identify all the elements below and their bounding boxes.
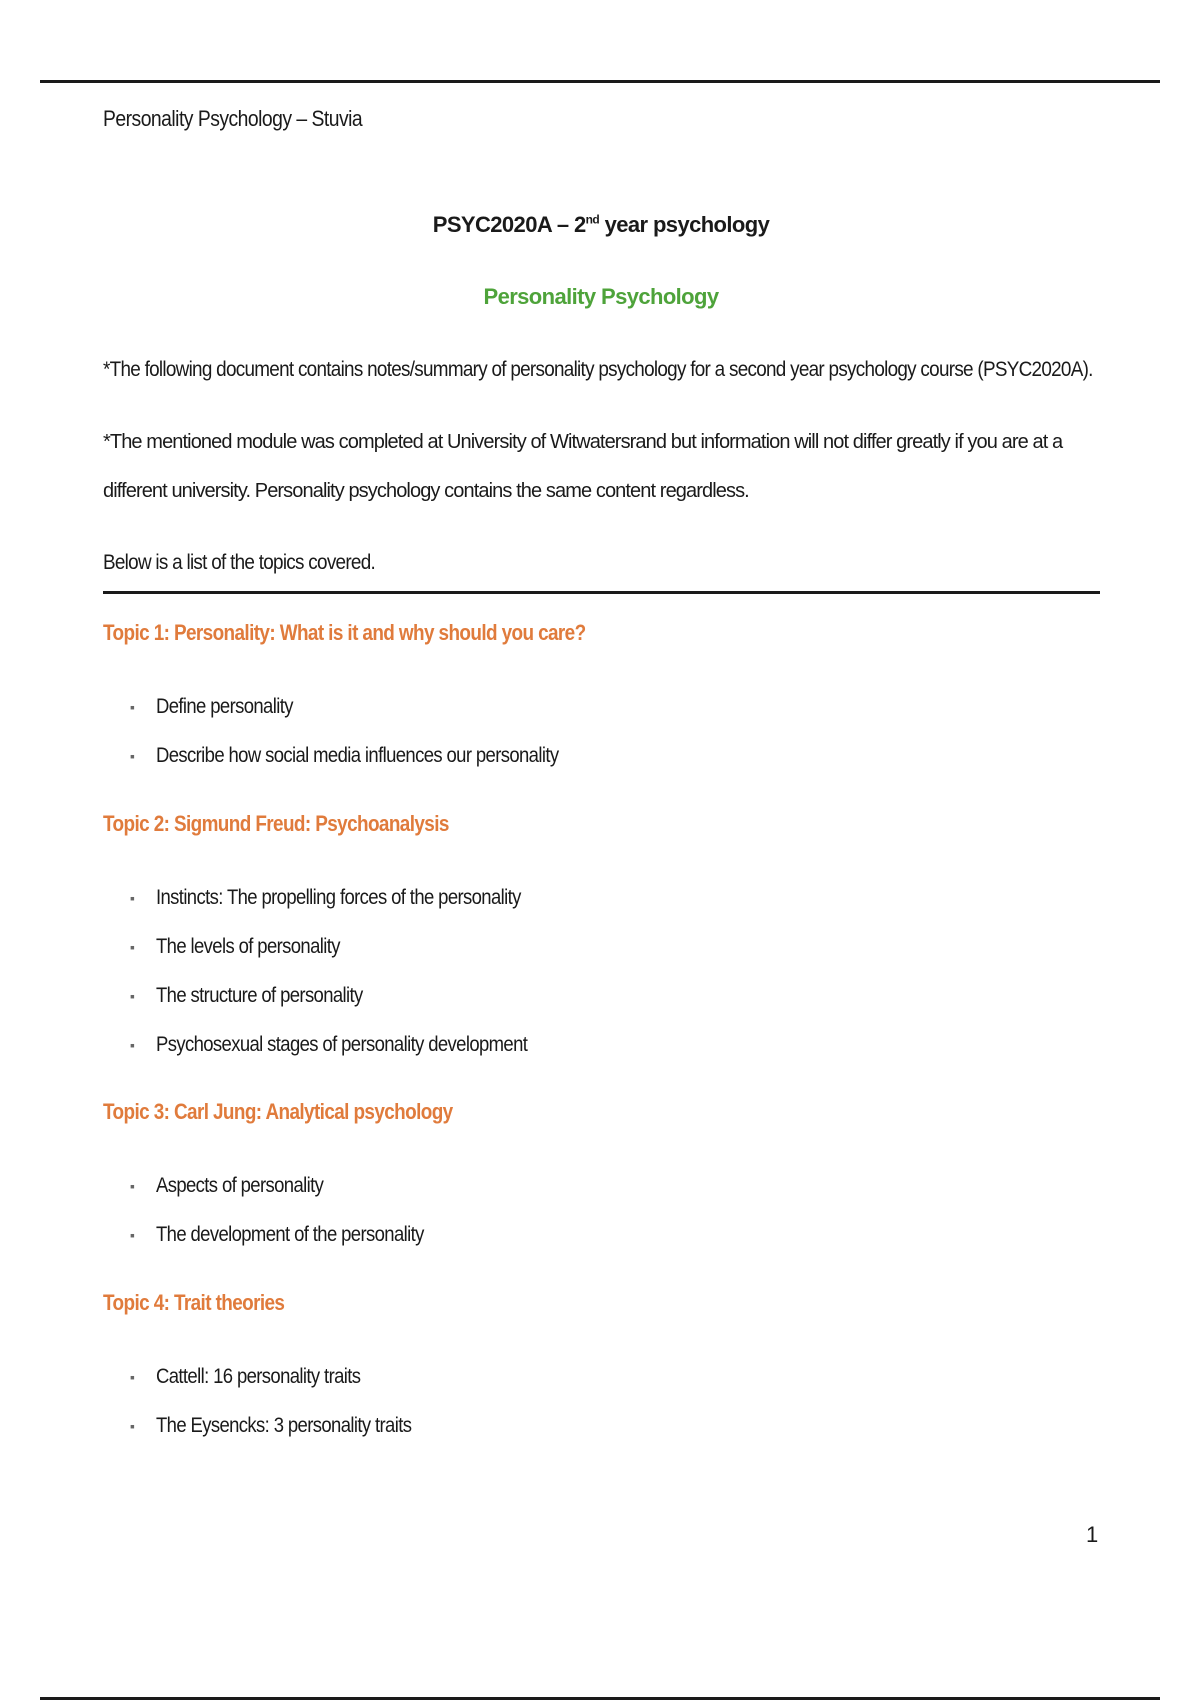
list-item-text: Define personality (156, 695, 293, 718)
list-item-text: Aspects of personality (156, 1174, 324, 1197)
list-item-text: The levels of personality (156, 935, 340, 958)
bullet-icon: ▪ (130, 1369, 135, 1385)
list-item (128, 741, 613, 790)
list-item (128, 1030, 578, 1079)
bullet-icon: ▪ (130, 988, 135, 1004)
page-number: 1 (1086, 1522, 1099, 1547)
list-item-text: Describe how social media influences our personality (156, 744, 559, 767)
topic-4-heading: Topic 4: Trait theories (103, 1290, 285, 1315)
topic-2-heading: Topic 2: Sigmund Freud: Psychoanalysis (103, 811, 449, 836)
topic-1-heading: Topic 1: Personality: What is it and why should you care? (103, 620, 586, 645)
list-item (128, 1362, 446, 1411)
topic-3-heading: Topic 3: Carl Jung: Analytical psychology (103, 1099, 453, 1124)
list-item (128, 981, 578, 1030)
topic-3-list (128, 1171, 460, 1269)
bullet-icon: ▪ (130, 1178, 135, 1194)
list-item-text: Instincts: The propelling forces of the personality (156, 886, 521, 909)
list-item-text: The development of the personality (156, 1223, 424, 1246)
bullet-icon: ▪ (130, 1418, 135, 1434)
intro-paragraph-2: *The mentioned module was completed at University of Witwatersrand but information will not differ greatly if you are at a different university. Personality psychology contains the same content regardless. (103, 431, 1063, 502)
intro-paragraph-1: *The following document contains notes/summary of personality psychology for a second year psychology course (PSYC2020A). (103, 358, 1093, 381)
course-title-prefix: PSYC2020A – 2 (432, 212, 586, 237)
document-title: Personality Psychology (483, 284, 719, 309)
bullet-icon: ▪ (130, 748, 135, 764)
bullet-icon: ▪ (130, 1037, 135, 1053)
topic-4-list (128, 1362, 446, 1460)
list-item (128, 932, 578, 981)
course-title-suffix: year psychology (599, 212, 770, 237)
bullet-icon: ▪ (130, 699, 135, 715)
course-title (103, 212, 1099, 238)
list-item (128, 1411, 446, 1460)
list-item (128, 1171, 460, 1220)
intro-paragraph-3: Below is a list of the topics covered. (103, 551, 376, 574)
list-item-text: The Eysencks: 3 personality traits (156, 1414, 412, 1437)
top-rule (40, 80, 1160, 83)
bullet-icon: ▪ (130, 1227, 135, 1243)
list-item-text: Psychosexual stages of personality development (156, 1033, 528, 1056)
bullet-icon: ▪ (130, 939, 135, 955)
list-item (128, 1220, 460, 1269)
section-divider (103, 591, 1100, 594)
list-item (128, 692, 613, 741)
running-header: Personality Psychology – Stuvia (103, 106, 363, 131)
topic-2-list (128, 883, 578, 1079)
topic-1-list (128, 692, 613, 790)
course-title-superscript: nd (585, 212, 600, 227)
list-item-text: Cattell: 16 personality traits (156, 1365, 361, 1388)
list-item-text: The structure of personality (156, 984, 363, 1007)
list-item (128, 883, 578, 932)
bullet-icon: ▪ (130, 890, 135, 906)
